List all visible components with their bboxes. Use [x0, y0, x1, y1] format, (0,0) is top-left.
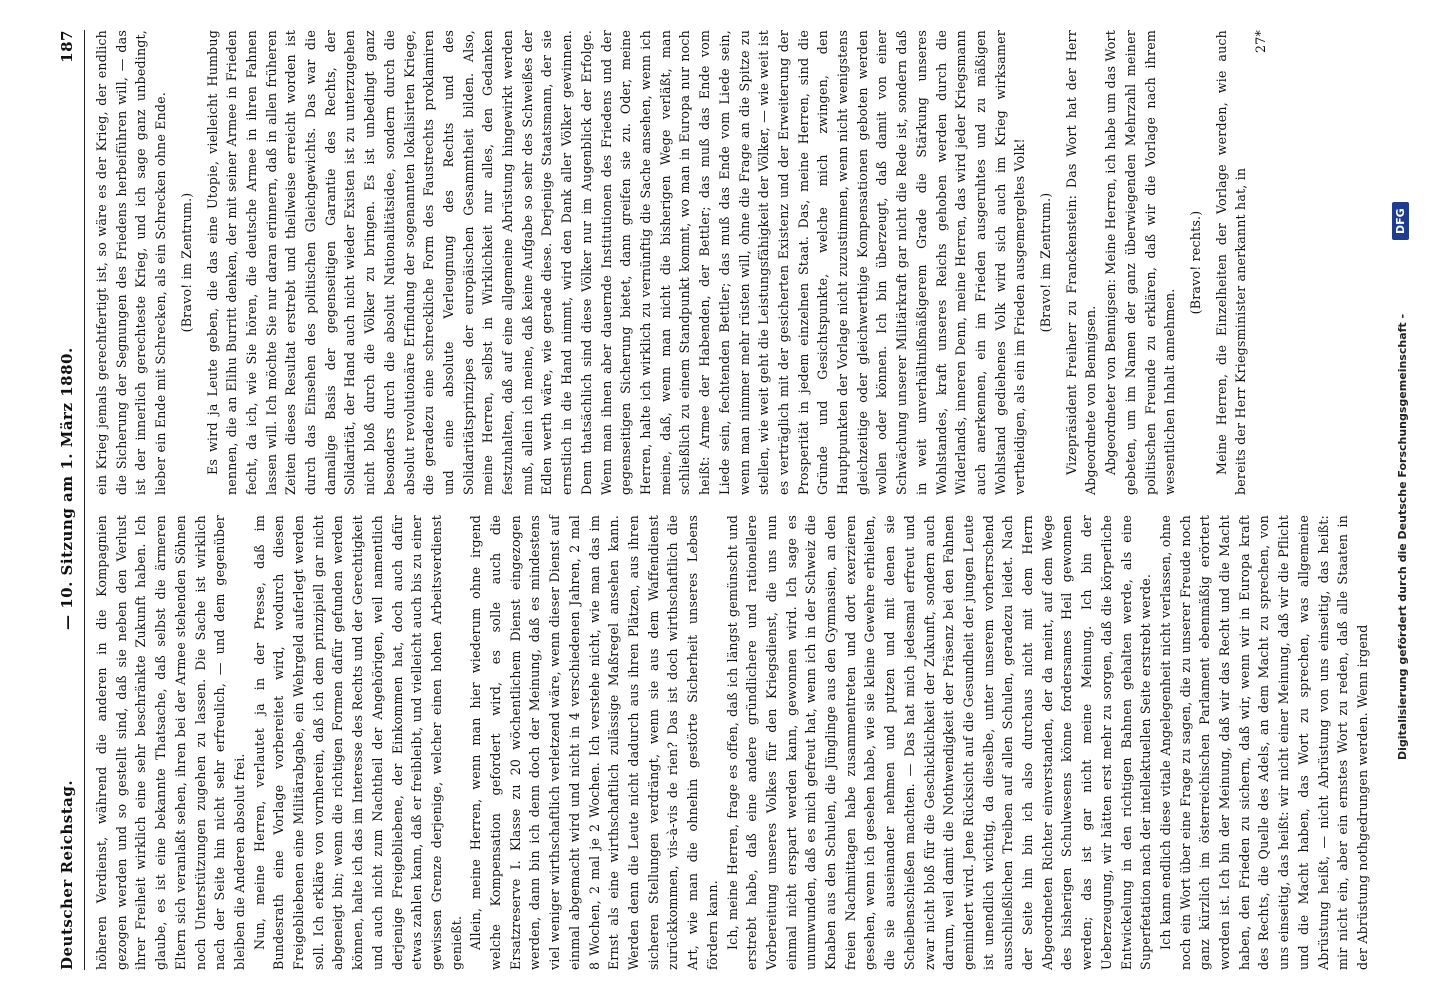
paragraph: Nun, meine Herren, verlautet ja in der Presse, daß im Bundesrath eine Vorlage vorbereitet wird, wodurch diesen Freigebliebenen eine Militärabgabe, ein Wehrgeld auferlegt werden soll. Ich erkläre von vornherein, daß ich dem prinzipiell gar nicht abgeneigt bin; wenn die richtigen Formen dafür gefunden werden können, halte ich das im Interesse des Rechts und der Gerechtigkeit und auch nicht zum Nachtheil der Angehörigen, weil namentlich derjenige Freigebliebene, der Einkommen hat, doch auch dafür etwas zahlen kann, daß er freibleibt, und vielleicht auch bis zu einer gewissen Grenze derjenige, welcher einen hohen Arbeitsverdienst genießt.: [251, 515, 464, 970]
paragraph: Ich, meine Herren, frage es offen, daß ich längst gemünscht und erstrebt habe, daß eine andere gründlichere und rationellere Vorbereitung unseres Volkes für den Kriegsdienst, die uns nun einmal nicht erspart werden kann, gewonnen wird. Ich sage es unumwunden, daß es mich gefreut hat, wenn ich in der Schweiz die Knaben aus den Schulen, die Jünglinge aus den Gymnasien, an den freien Nachmittagen habe zusammentreten und dort exerzieren gesehen, wenn ich gesehen habe, wie sie kleine Gewehre erhielten, die sie auseinander nehmen und putzen und mit denen sie Scheibenschießen machten. — Das hat mich jedesmal erfreut und zwar nicht bloß für die Geschicklichkeit der Zukunft, sondern auch darum, weil damit die Nothwendigkeit der Präsenz bei den Fahnen gemindert wird. Jene Rücksicht auf die Gesundheit der jungen Leute ist unendlich wichtig, da dieselbe, unter unserem vorherrschend ausschließlichen Treiben auf allen Schulen, geradezu leidet. Nach der Seite hin bin ich also durchaus nicht mit dem Herrn Abgeordneten Richter einverstanden, der da meint, auf dem Wege des bisherigen Schulwesens könne fordersames Heil gewonnen werden; das ist gar nicht meine Meinung. Ich bin der Ueberzeugung, wir hätten erst mehr zu sorgen, daß die körperliche Entwickelung in den richtigen Bahnen gehalten werde, als eine Superfetation nach der intellektuellen Seite erstrebt werde.: [724, 515, 1154, 970]
speaker-paragraph: Abgeordneter von Bennigsen: Meine Herren, ich habe um das Wort gebeten, um im Namen der ganz überwiegenden Mehrzahl meiner politischen Freunde zu erklären, daß wir die Vorlage nach ihrem wesentlichen Inhalt annehmen.: [1103, 30, 1178, 495]
page-number: 187: [58, 30, 76, 63]
digitization-notice: [1388, 0, 1418, 1000]
text-column-left: [92, 515, 1370, 970]
applause-note: (Bravo! im Zentrum.): [178, 192, 194, 333]
paragraph: ein Krieg jemals gerechtfertigt ist, so wäre es der Krieg, der endlich die Sicherung der Segnungen des Friedens herbeiführen will, — das ist der innerlich gerechteste Krieg, und ich sage ganz unbedingt, lieber ein Ende mit Schrecken, als ein Schrecken ohne Ende.: [94, 30, 169, 495]
paragraph: Ich kann endlich diese vitale Angelegenheit nicht verlassen, ohne noch ein Wort über eine Frage zu sagen, die zu unserer Freude noch ganz kürzlich im österreichischen Parlament ebenmäßig erörtert worden ist. Ich bin der Meinung, daß wir das Recht und die Macht haben, den Frieden zu sichern, daß wir, wenn wir in Europa kraft des Rechts, die Quelle des Adels, an dem Macht zu sprechen, von uns einseitig, das heißt: wir nicht einer Meinung, daß wir die Pflicht und die Macht haben, das Wort zu sprechen, was allgemeine Abrüstung heißt, — nicht Abrüstung von uns einseitig, das heißt: mir nicht ein, aber ein ernstes Wort zu reden, daß alle Staaten in der Abrüstung nothgedrungen werden. Wenn irgend: [1157, 515, 1370, 970]
applause-note: (Bravo! rechts.): [1187, 210, 1203, 315]
paragraph: Allein, meine Herren, wenn man hier wiederum ohne irgend welche Kompensation gefordert wird, es solle auch die Ersatzreserve I. Klasse zu 20 wöchentlichem Dienst eingezogen werden, dann bin ich denn doch der Meinung, daß es mindestens viel weniger wirthschaftlich verletzend wäre, wenn dieser Dienst auf einmal abgemacht wird und nicht in 4 verschiedenen Jahren, 2 mal 8 Wochen, 2 mal je 2 Wochen. Ich verstehe nicht, wie man das im Ernst als eine wirthschaftlich zulässige Maßregel ansehen kann. Werden denn die Leute nicht dadurch aus ihren Plätzen, aus ihren sicheren Stellungen verdrängt, wenn sie aus dem Waffendienst zurückkommen, vis-à-vis de rien? Das ist doch wirthschaftlich die Art, wie man die ohnehin gestörte Sicherheit unseres Lebens fördern kann.: [468, 515, 720, 970]
text-column-right: [92, 30, 1322, 495]
paragraph: höheren Verdienst, während die anderen in die Kompagnien gezogen werden und so gestellt sind, daß sie neben den Verlust ihrer Freiheit wirklich eine sehr beschränkte Zukunft haben. Ich glaube, es ist eine bekannte Thatsache, daß selbst die ärmeren Eltern sich veranlaßt sehen, ihren bei der Armee stehenden Söhnen noch Unterstützungen zugehen zu lassen. Die Sache ist wirklich nach der Seite hin nicht sehr erfreulich, — und dem gegenüber bleiben die Anderen absolut frei.: [94, 515, 247, 970]
journal-title: Deutscher Reichstag.: [58, 779, 76, 970]
paragraph: Meine Herren, die Einzelheiten der Vorlage werden, wie auch bereits der Herr Kriegsminister anerkannt hat, in: [1213, 30, 1249, 495]
digitization-text: Digitalisierung gefördert durch die Deutsche Forschungsgemeinschaft -: [1396, 313, 1409, 760]
session-title: — 10. Sitzung am 1. März 1880.: [58, 347, 76, 630]
running-header: [58, 30, 82, 970]
paragraph: Es wird ja Leute geben, die das eine Utopie, vielleicht Humbug nennen, die an Elihu Burritt denken, der mit seiner Armee in Frieden fecht, da ich, wie Sie hören, die deutsche Armee in ihren Fahnen lassen will. Ich möchte Sie nur daran erinnern, daß in allen früheren Zeiten dieses Resultat erstrebt und theilweise erreicht worden ist durch das Einsehen des politischen Gleichgewichts. Das war die damalige Basis der gegenseitigen Garantie des Rechts, der Solidarität, der Hand auch nicht wieder Existen ist zu unterzugehen nicht bloß durch die Völker zu bringen. Es ist unbedingt ganz besonders durch die absolut Nationalitätsidee, sondern durch die absolut revolutionäre Erfindung der sogenannten lokalisirten Kriege, die geradezu eine schreckliche Form des Faustrechts proklamiren und eine absolute Verleugnung des Rechts und des Solidaritätsprinzipes der europäischen Gesammtheit bilden. Also, meine Herren, selbst in Wirklichkeit nur alles, den Gedanken festzuhalten, daß auf eine allgemeine Abrüstung hingewirkt werden muß, allein ich meine, daß keine Aufgabe so sehr des Schweißes der Edlen werth wäre, wie gerade diese. Derjenige Staatsmann, der sie ernstlich in die Hand nimmt, wird den Dank aller Völker gewinnen. Denn thatsächlich sind diese Völker nur im Augenblick der Erfolge. Wenn man ihnen aber dauernde Institutionen des Friedens und der gegenseitigen Sicherung bietet, dann greifen sie zu. Oder, meine Herren, halte ich wirklich zu vernünftig die Sache ansehen, wenn ich meine, daß, wenn man nicht die bisherigen Wege verläßt, man schließlich zu einem Standpunkt kommt, wo man in Europa nur noch heißt: Armee der Habenden, der Bettler; das muß das Ende vom Liede sein, fechtenden Bettler; das muß das Ende vom Liede sein, wenn man nimmer mehr rüsten will, ohne die Frage an die Spitze zu stellen, wie weit geht die Leistungsfähigkeit der Völker, — wie weit ist es verträglich mit der gesicherten Existenz und der Erweiterung der Prosperität in jedem einzelnen Staat. Das, meine Herren, sind die Gründe und Gesichtspunkte, welche mich zwingen, den Hauptpunkten der Vorlage nicht zuzustimmen, wenn nicht wenigstens gleichzeitige oder gleichwerthige Kompensationen geboten werden wollen oder können. Ich bin überzeugt, daß damit von einer Schwächung unserer Militärkraft gar nicht die Rede ist, sondern daß in weit unverhältnißmäßigerem Grade die Stärkung unseres Wohlstandes, kraft unseres Reichs gehoben werden durch die Widerlands, inneren Denn, meine Herren, das wird jeder Kriegsmann auch anerkennen, ein im Frieden ausgeruhtes und zu mäßigen Wohlstand gediehenes Volk wird sich auch im Krieg wirksamer vertheidigen, als ein im Frieden ausgemergeltes Volk!: [204, 30, 1028, 495]
dfg-logo: DFG: [1392, 202, 1409, 240]
signature-mark: 27*: [1253, 30, 1269, 53]
header-rule: [84, 30, 85, 970]
applause-note: (Bravo! im Zentrum.): [1038, 192, 1054, 333]
speaker-paragraph: Vizepräsident Freiherr zu Franckenstein: Das Wort hat der Herr Abgeordnete von Bennigsen.: [1063, 30, 1099, 495]
